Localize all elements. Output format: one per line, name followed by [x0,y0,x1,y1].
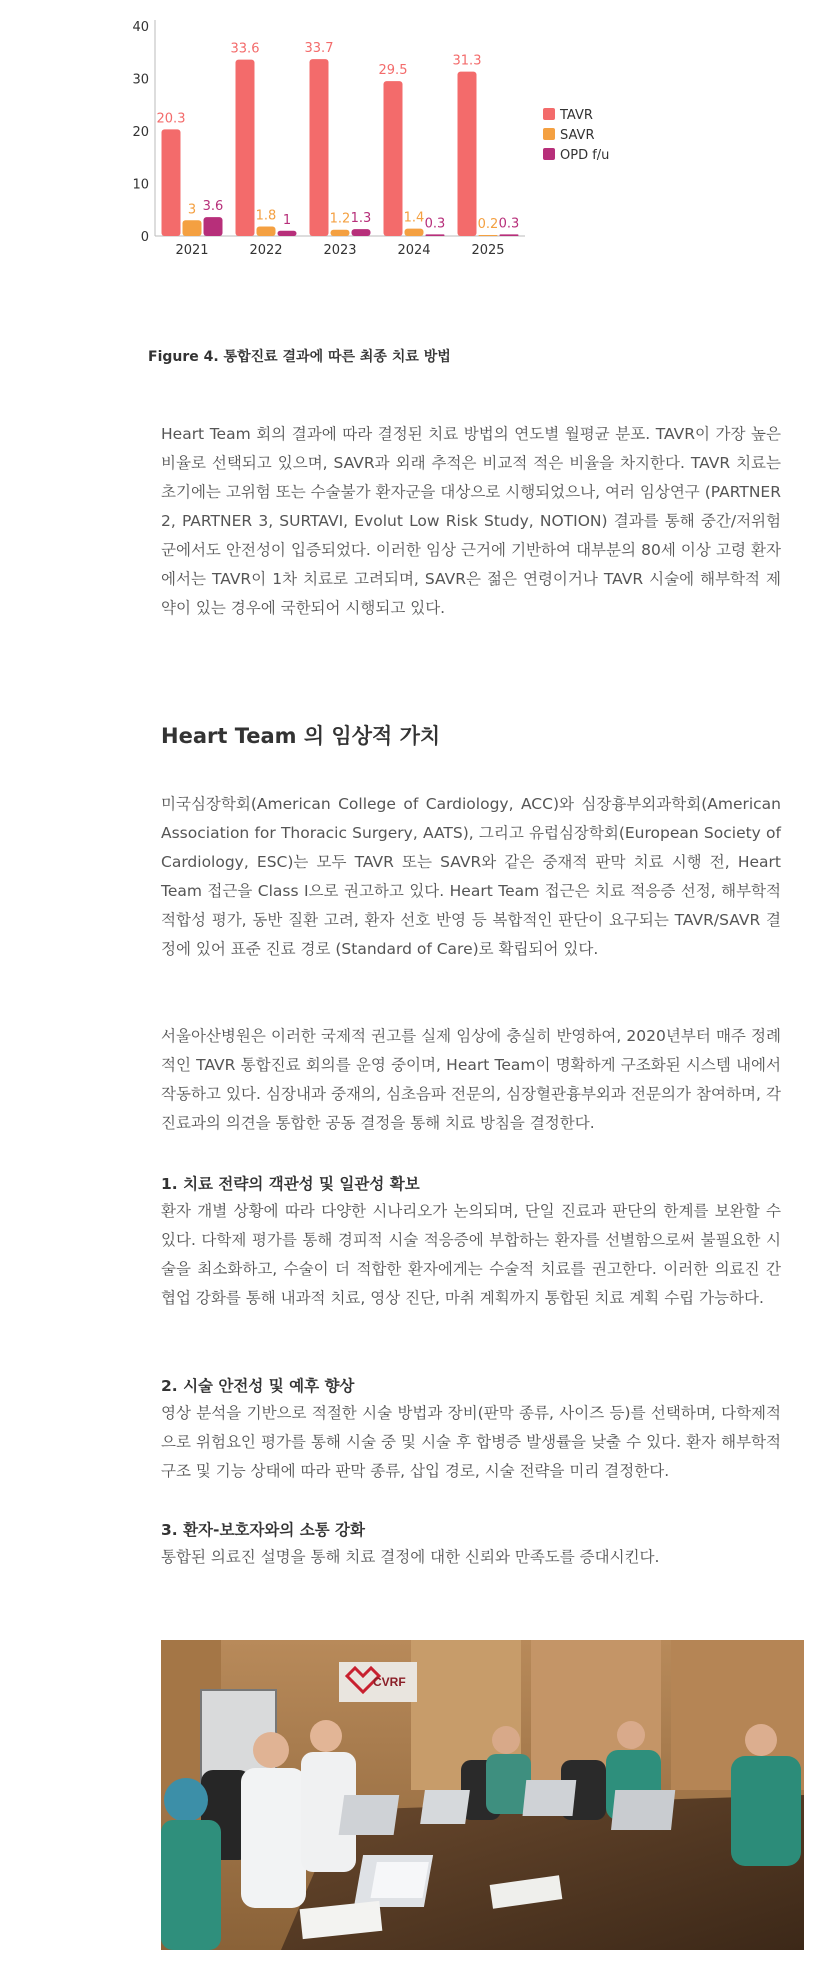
data-label: 0.2 [477,216,499,232]
bar-opd-f-u-2021 [204,217,223,236]
data-label: 33.6 [230,41,260,57]
x-tick-label: 2025 [471,243,505,258]
photo-logo-text: CVRF [373,1675,406,1689]
paragraph-guidelines: 미국심장학회(American College of Cardiology, ACC)와 심장흉부외과학회(American Association for Thoracic Surgery, AATS), 그리고 유럽심장학회(European Society of Cardiology, ESC)는 모두 TAVR 또는 SAVR와 같은 중재적 판막 치료 시행 전, Heart Team 접근을 Class I으로 권고하고 있다. Heart Team 접근은 치료 적응증 선정, 해부학적 적합성 평가, 동반 질환 고려, 환자 선호 반영 등 복합적인 판단이 요구되는 TAVR/SAVR 결정에 있어 표준 진료 경로 (Standard of Care)로 확립되어 있다. [161,795,781,958]
bar-tavr-2021 [162,129,181,236]
y-tick-label: 0 [140,230,149,245]
data-label: 1.8 [255,208,277,224]
x-tick-label: 2024 [397,243,431,258]
subsection-text-3: 통합된 의료진 설명을 통해 치료 결정에 대한 신뢰와 만족도를 증대시킨다. [161,1548,660,1566]
x-tick-label: 2021 [175,243,209,258]
legend-label: OPD f/u [560,148,610,163]
data-label: 1.4 [403,210,425,226]
y-tick-label: 40 [132,20,149,35]
bar-savr-2025 [479,235,498,236]
bar-opd-f-u-2024 [426,234,445,236]
data-label: 3 [187,202,197,218]
data-label: 0.3 [424,216,446,232]
x-tick-label: 2023 [323,243,357,258]
bar-opd-f-u-2025 [500,234,519,236]
subsection-title-3: 3. 환자-보호자와의 소통 강화 [161,1521,365,1539]
bar-tavr-2024 [384,81,403,236]
bar-savr-2022 [257,227,276,236]
legend-swatch [543,148,555,160]
treatment-distribution-chart [132,10,790,340]
y-tick-label: 10 [132,177,149,193]
data-label: 1.2 [329,211,351,227]
legend-label: TAVR [560,108,593,123]
paragraph-treatment-distribution: Heart Team 회의 결과에 따라 결정된 치료 방법의 연도별 월평균 분포. TAVR이 가장 높은 비율로 선택되고 있으며, SAVR과 외래 추적은 비교적 적은 비율을 차지한다. TAVR 치료는 초기에는 고위험 또는 수술불가 환자군을 대상으로 시행되었으나, 여러 임상연구 (PARTNER 2, PARTNER 3, SURTAVI, Evolut Low Risk Study, NOTION) 결과를 통해 중간/저위험군에서도 안전성이 입증되었다. 이러한 임상 근거에 기반하여 대부분의 80세 이상 고령 환자에서는 TAVR이 1차 치료로 고려되며, SAVR은 젊은 연령이거나 TAVR 시술에 해부학적 제약이 있는 경우에 국한되어 시행되고 있다. [161,425,781,617]
y-tick-label: 20 [132,125,149,140]
subsection-title-1: 1. 치료 전략의 객관성 및 일관성 확보 [161,1175,420,1193]
paragraph-amc-heart-team: 서울아산병원은 이러한 국제적 권고를 실제 임상에 충실히 반영하여, 2020년부터 매주 정례적인 TAVR 통합진료 회의를 운영 중이며, Heart Team이 명확하게 구조화된 시스템 내에서 작동하고 있다. 심장내과 중재의, 심초음파 전문의, 심장혈관흉부외과 전문의가 참여하며, 각 진료과의 의견을 통합한 공동 결정을 통해 치료 방침을 결정한다. [161,1027,781,1132]
y-tick-label: 30 [132,72,149,88]
legend-swatch [543,108,555,120]
subsection-text-2: 영상 분석을 기반으로 적절한 시술 방법과 장비(판막 종류, 사이즈 등)를 선택하며, 다학제적으로 위험요인 평가를 통해 시술 중 및 시술 후 합병증 발생률을 낮출 수 있다. 환자 해부학적 구조 및 기능 상태에 따라 판막 종류, 삽입 경로, 시술 전략을 미리 결정한다. [161,1404,781,1480]
bar-savr-2024 [405,229,424,236]
data-label: 29.5 [378,63,408,79]
bar-opd-f-u-2023 [352,229,371,236]
subsection-text-1: 환자 개별 상황에 따라 다양한 시나리오가 논의되며, 단일 진료과 판단의 한계를 보완할 수 있다. 다학제 평가를 통해 경피적 시술 적응증에 부합하는 환자를 선별함으로써 불필요한 시술을 최소화하고, 수술이 더 적합한 환자에게는 수술적 치료를 권고한다. 이러한 의료진 간 협업 강화를 통해 내과적 치료, 영상 진단, 마취 계획까지 통합된 치료 계획 수립 가능하다. [161,1202,781,1307]
bar-savr-2021 [183,220,202,236]
legend-label: SAVR [560,128,595,143]
x-tick-label: 2022 [249,243,283,258]
bar-savr-2023 [331,230,350,236]
section-heading: Heart Team 의 임상적 가치 [161,724,441,748]
subsection-title-2: 2. 시술 안전성 및 예후 향상 [161,1377,355,1395]
data-label: 1 [282,212,292,228]
data-label: 31.3 [452,53,482,69]
data-label: 20.3 [156,111,186,127]
data-label: 1.3 [350,211,372,227]
bar-tavr-2023 [310,59,329,236]
data-label: 33.7 [304,41,334,57]
data-label: 3.6 [202,199,224,215]
bar-opd-f-u-2022 [278,231,297,236]
heart-team-meeting-photo [161,1640,804,1950]
bar-tavr-2025 [458,72,477,236]
figure-caption: Figure 4. 통합진료 결과에 따른 최종 치료 방법 [148,349,451,365]
legend-swatch [543,128,555,140]
bar-tavr-2022 [236,60,255,236]
data-label: 0.3 [498,216,520,232]
